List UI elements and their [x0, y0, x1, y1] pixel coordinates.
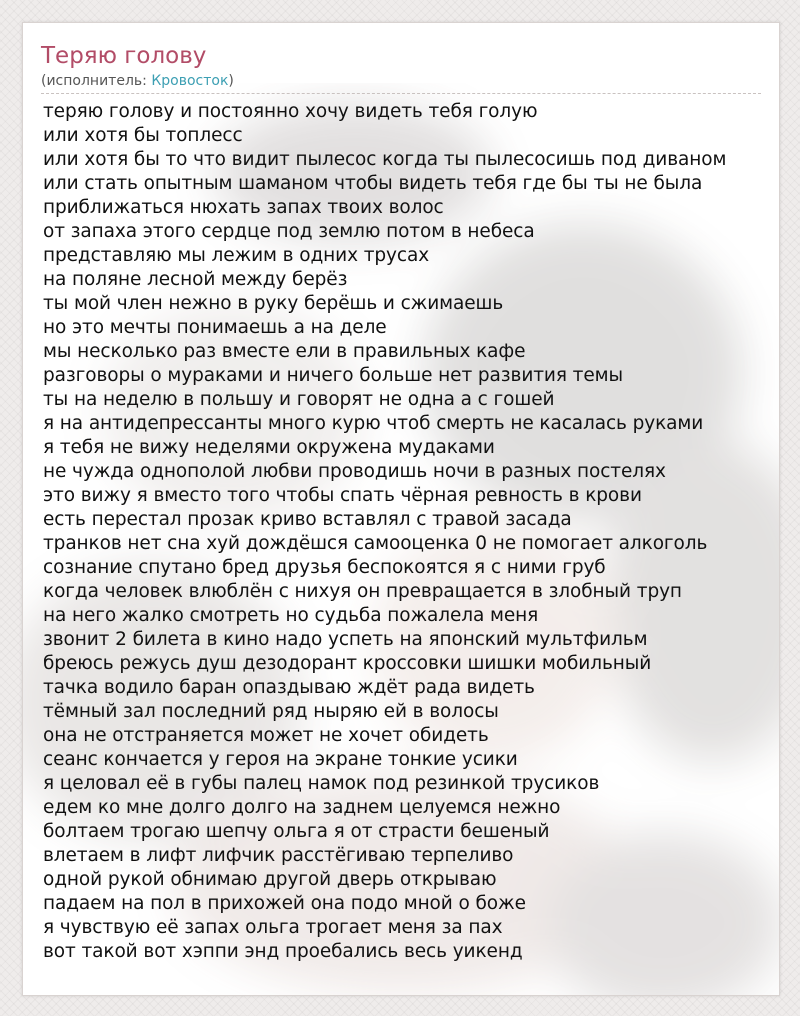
lyrics-line: теряю голову и постоянно хочу видеть тебя голую: [43, 101, 538, 122]
lyrics-line: бреюсь режусь душ дезодорант кроссовки шишки мобильный: [43, 653, 652, 674]
lyrics-line: или хотя бы топлесс: [43, 125, 243, 146]
lyrics-line: на него жалко смотреть но судьба пожалела меня: [43, 605, 539, 626]
artist-line: [41, 72, 761, 90]
lyrics-line: звонит 2 билета в кино надо успеть на японский мультфильм: [43, 629, 648, 650]
lyrics-line: не чужда однополой любви проводишь ночи в разных постелях: [43, 461, 666, 482]
artist-suffix: ): [228, 73, 234, 89]
artist-prefix: (исполнитель:: [41, 73, 152, 89]
lyrics-line: транков нет сна хуй дождёшся самооценка 0 не помогает алкоголь: [43, 533, 708, 554]
lyrics-line: она не отстраняется может не хочет обидеть: [43, 725, 489, 746]
lyrics-line: но это мечты понимаешь а на деле: [43, 317, 387, 338]
lyrics-line: на поляне лесной между берёз: [43, 269, 348, 290]
artist-link[interactable]: Кровосток: [151, 73, 229, 89]
lyrics-line: от запаха этого сердце под землю потом в небеса: [43, 221, 535, 242]
lyrics-line: или хотя бы то что видит пылесос когда ты пылесосишь под диваном: [43, 149, 727, 170]
lyrics-line: ты на неделю в польшу и говорят не одна а с гошей: [43, 389, 555, 410]
lyrics-line: есть перестал прозак криво вставлял с травой засада: [43, 509, 572, 530]
lyrics-line: это вижу я вместо того чтобы спать чёрная ревность в крови: [43, 485, 642, 506]
song-header: [41, 41, 761, 90]
lyrics-card: [22, 22, 780, 996]
lyrics-line: я целовал её в губы палец намок под резинкой трусиков: [43, 773, 600, 794]
header-divider: [41, 93, 761, 94]
lyrics-line: разговоры о мураками и ничего больше нет развития темы: [43, 365, 623, 386]
lyrics-line: тёмный зал последний ряд ныряю ей в волосы: [43, 701, 499, 722]
lyrics-line: я чувствую её запах ольга трогает меня за пах: [43, 917, 503, 938]
lyrics-line: влетаем в лифт лифчик расстёгиваю терпеливо: [43, 845, 514, 866]
lyrics-line: я тебя не вижу неделями окружена мудаками: [43, 437, 495, 458]
lyrics-line: едем ко мне долго долго на заднем целуемся нежно: [43, 797, 561, 818]
lyrics-line: или стать опытным шаманом чтобы видеть тебя где бы ты не была: [43, 173, 703, 194]
lyrics-line: вот такой вот хэппи энд проебались весь уикенд: [43, 941, 523, 962]
lyrics-line: болтаем трогаю шепчу ольга я от страсти бешеный: [43, 821, 550, 842]
lyrics-line: ты мой член нежно в руку берёшь и сжимаешь: [43, 293, 504, 314]
lyrics-line: я на антидепрессанты много курю чтоб смерть не касалась руками: [43, 413, 704, 434]
lyrics-line: падаем на пол в прихожей она подо мной о боже: [43, 893, 526, 914]
lyrics-line: когда человек влюблён с нихуя он превращается в злобный труп: [43, 581, 682, 602]
lyrics-text: [43, 100, 780, 964]
lyrics-line: приближаться нюхать запах твоих волос: [43, 197, 444, 218]
lyrics-line: представляю мы лежим в одних трусах: [43, 245, 430, 266]
lyrics-line: сознание спутано бред друзья беспокоятся я с ними груб: [43, 557, 606, 578]
lyrics-line: сеанс кончается у героя на экране тонкие усики: [43, 749, 518, 770]
song-title: Теряю голову: [41, 43, 207, 69]
lyrics-line: мы несколько раз вместе ели в правильных кафе: [43, 341, 526, 362]
lyrics-line: тачка водило баран опаздываю ждёт рада видеть: [43, 677, 535, 698]
lyrics-line: одной рукой обнимаю другой дверь открываю: [43, 869, 497, 890]
